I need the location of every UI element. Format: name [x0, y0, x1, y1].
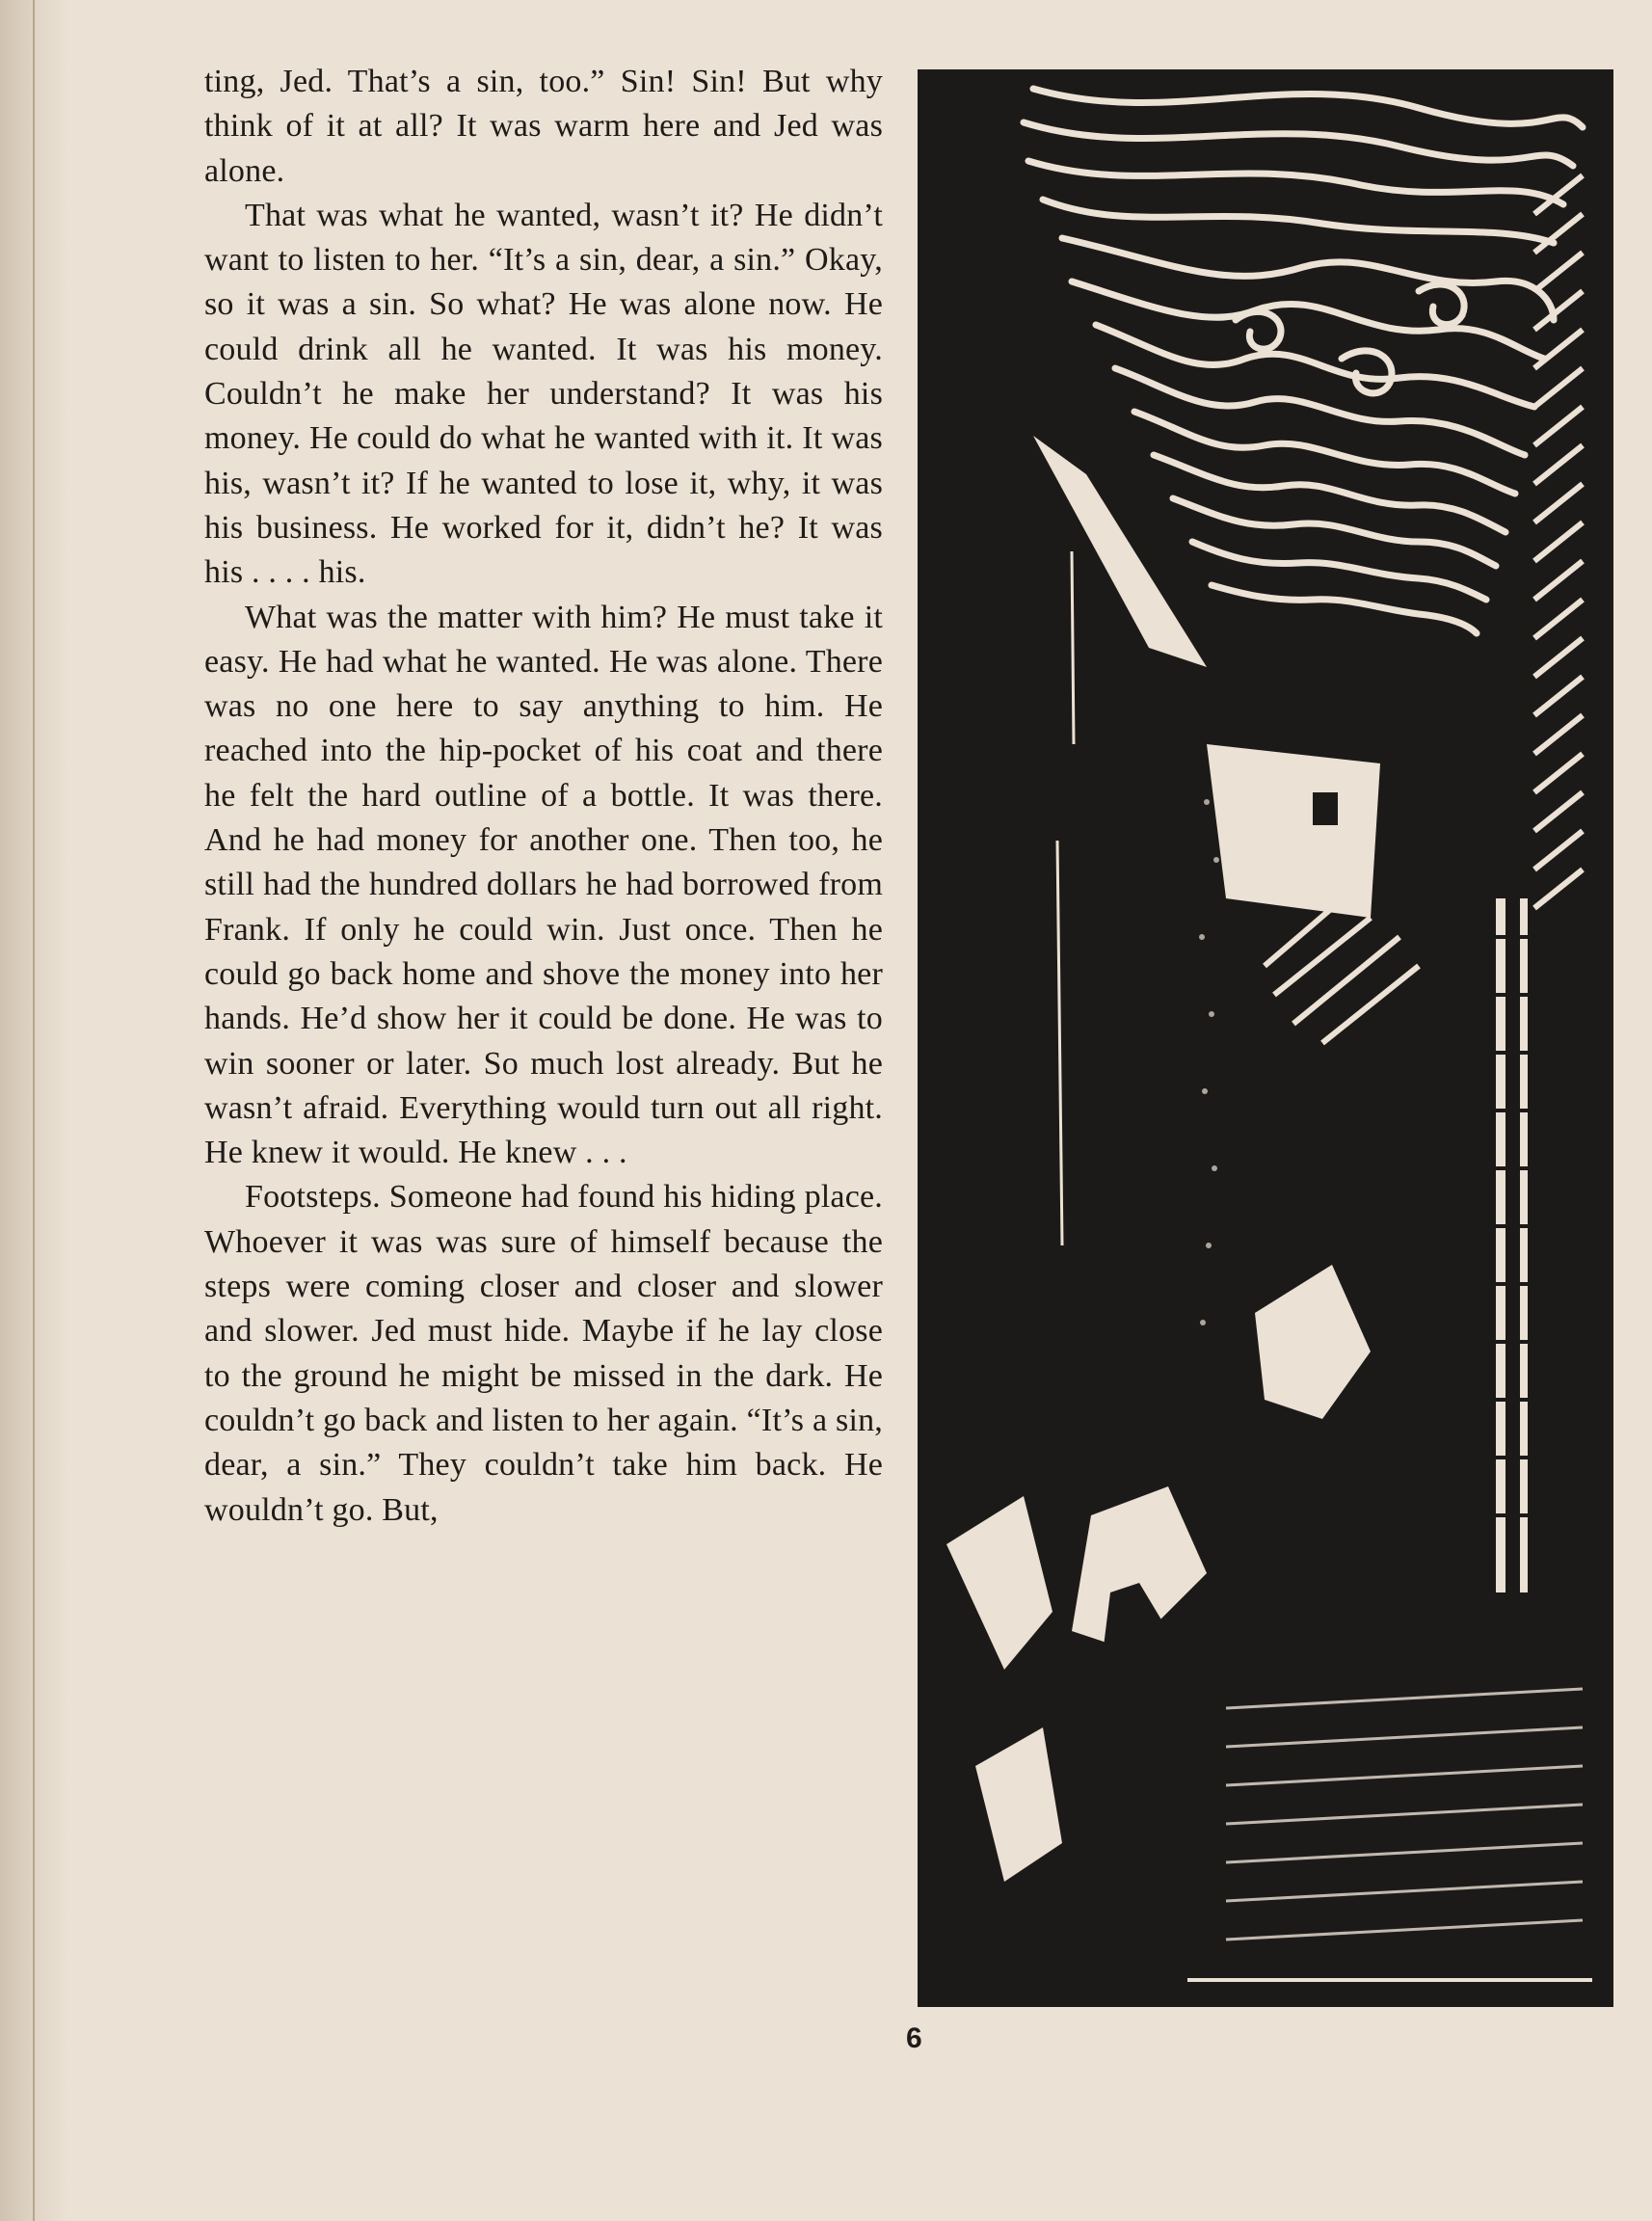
alley-woodcut-image [918, 69, 1613, 2007]
paragraph: Footsteps. Someone had found his hiding place. Whoever it was was sure of himself because the steps were coming closer and closer and slower and slower. Jed must hide. Maybe if he lay close to the ground he might be missed in the dark. He couldn’t go back and listen to her again. “It’s a sin, dear, a sin.” They couldn’t take him back. He wouldn’t go. But, [204, 1179, 883, 1528]
page-number: 6 [906, 2022, 922, 2054]
paragraph: What was the matter with him? He must take it easy. He had what he wanted. He was alone. There was no one here to say anything to him. He reached into the hip-pocket of his coat and there he felt the hard outline of a bottle. It was there. And he had money for another one. Then too, he still had the hundred dollars he had borrowed from Frank. If only he could win. Just once. Then he could go back home and shove the money into her hands. He’d show her it could be done. He was to win sooner or later. So much lost already. But he wasn’t afraid. Everything would turn out all right. He knew it would. He knew . . . [204, 599, 883, 1171]
text-column [204, 60, 883, 1533]
spine-edge [33, 0, 35, 2221]
woodcut-illustration [918, 69, 1613, 2007]
paragraph: ting, Jed. That’s a sin, too.” Sin! Sin! But why think of it at all? It was warm here and Jed was alone. [204, 64, 883, 189]
paragraph: That was what he wanted, wasn’t it? He didn’t want to listen to her. “It’s a sin, dear, a sin.” Okay, so it was a sin. So what? He was alone now. He could drink all he wanted. It was his money. Couldn’t he make her understand? It was his money. He could do what he wanted with it. It was his, wasn’t it? If he wanted to lose it, why, it was his business. He worked for it, didn’t he? It was his . . . . his. [204, 197, 883, 591]
